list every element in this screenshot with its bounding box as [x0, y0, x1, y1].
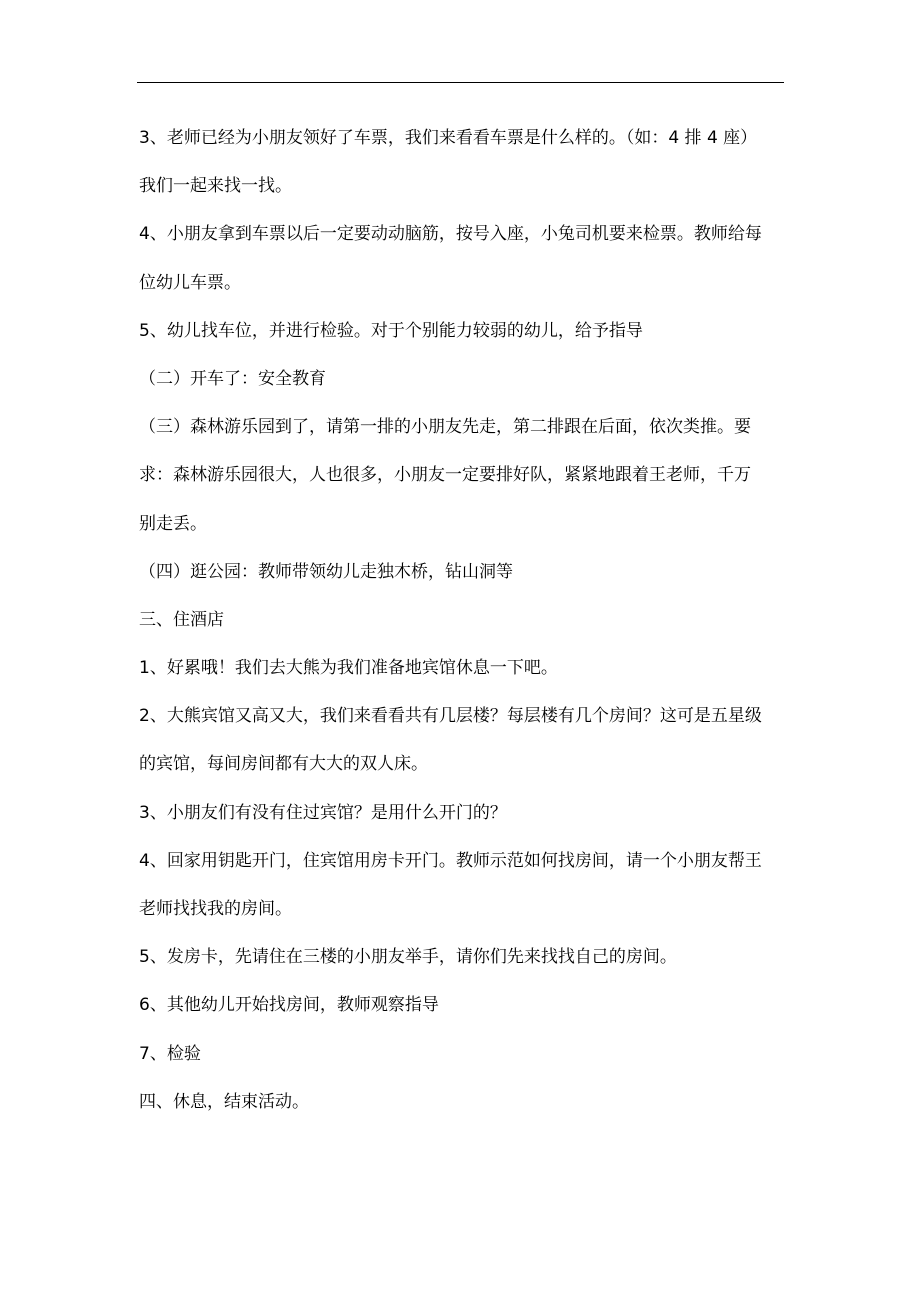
text-line: 6、其他幼儿开始找房间，教师观察指导 — [139, 995, 439, 1016]
text-line: （四）逛公园：教师带领幼儿走独木桥，钻山洞等 — [139, 561, 513, 582]
text-line: 3、小朋友们有没有住过宾馆？是用什么开门的？ — [139, 802, 507, 823]
document-body — [139, 114, 789, 1126]
section-heading: 三、住酒店 — [139, 609, 224, 630]
text-line: 5、幼儿找车位，并进行检验。对于个别能力较弱的幼儿，给予指导 — [139, 320, 643, 341]
text-line: 7、检验 — [139, 1043, 201, 1064]
text-line: （二）开车了：安全教育 — [139, 368, 326, 389]
text-line: （三）森林游乐园到了，请第一排的小朋友先走，第二排跟在后面，依次类推。要 — [139, 417, 751, 438]
text-line: 我们一起来找一找。 — [139, 176, 292, 197]
section-heading: 四、休息，结束活动。 — [139, 1091, 309, 1112]
text-line: 求：森林游乐园很大，人也很多，小朋友一定要排好队，紧紧地跟着王老师，千万 — [139, 465, 751, 486]
text-line: 1、好累哦！我们去大熊为我们准备地宾馆休息一下吧。 — [139, 658, 558, 679]
text-line: 4、小朋友拿到车票以后一定要动动脑筋，按号入座，小兔司机要来检票。教师给每 — [139, 224, 762, 245]
text-line: 的宾馆，每间房间都有大大的双人床。 — [139, 754, 428, 775]
text-line: 别走丢。 — [139, 513, 207, 534]
header-rule — [137, 82, 784, 83]
text-line: 5、发房卡，先请住在三楼的小朋友举手，请你们先来找找自己的房间。 — [139, 947, 677, 968]
text-line: 3、老师已经为小朋友领好了车票，我们来看看车票是什么样的。（如：4 排 4 座） — [139, 128, 758, 148]
text-line: 2、大熊宾馆又高又大，我们来看看共有几层楼？每层楼有几个房间？这可是五星级 — [139, 706, 762, 727]
text-line: 4、回家用钥匙开门，住宾馆用房卡开门。教师示范如何找房间，请一个小朋友帮王 — [139, 850, 762, 871]
text-line: 老师找找我的房间。 — [139, 899, 292, 919]
text-line: 位幼儿车票。 — [139, 272, 241, 293]
